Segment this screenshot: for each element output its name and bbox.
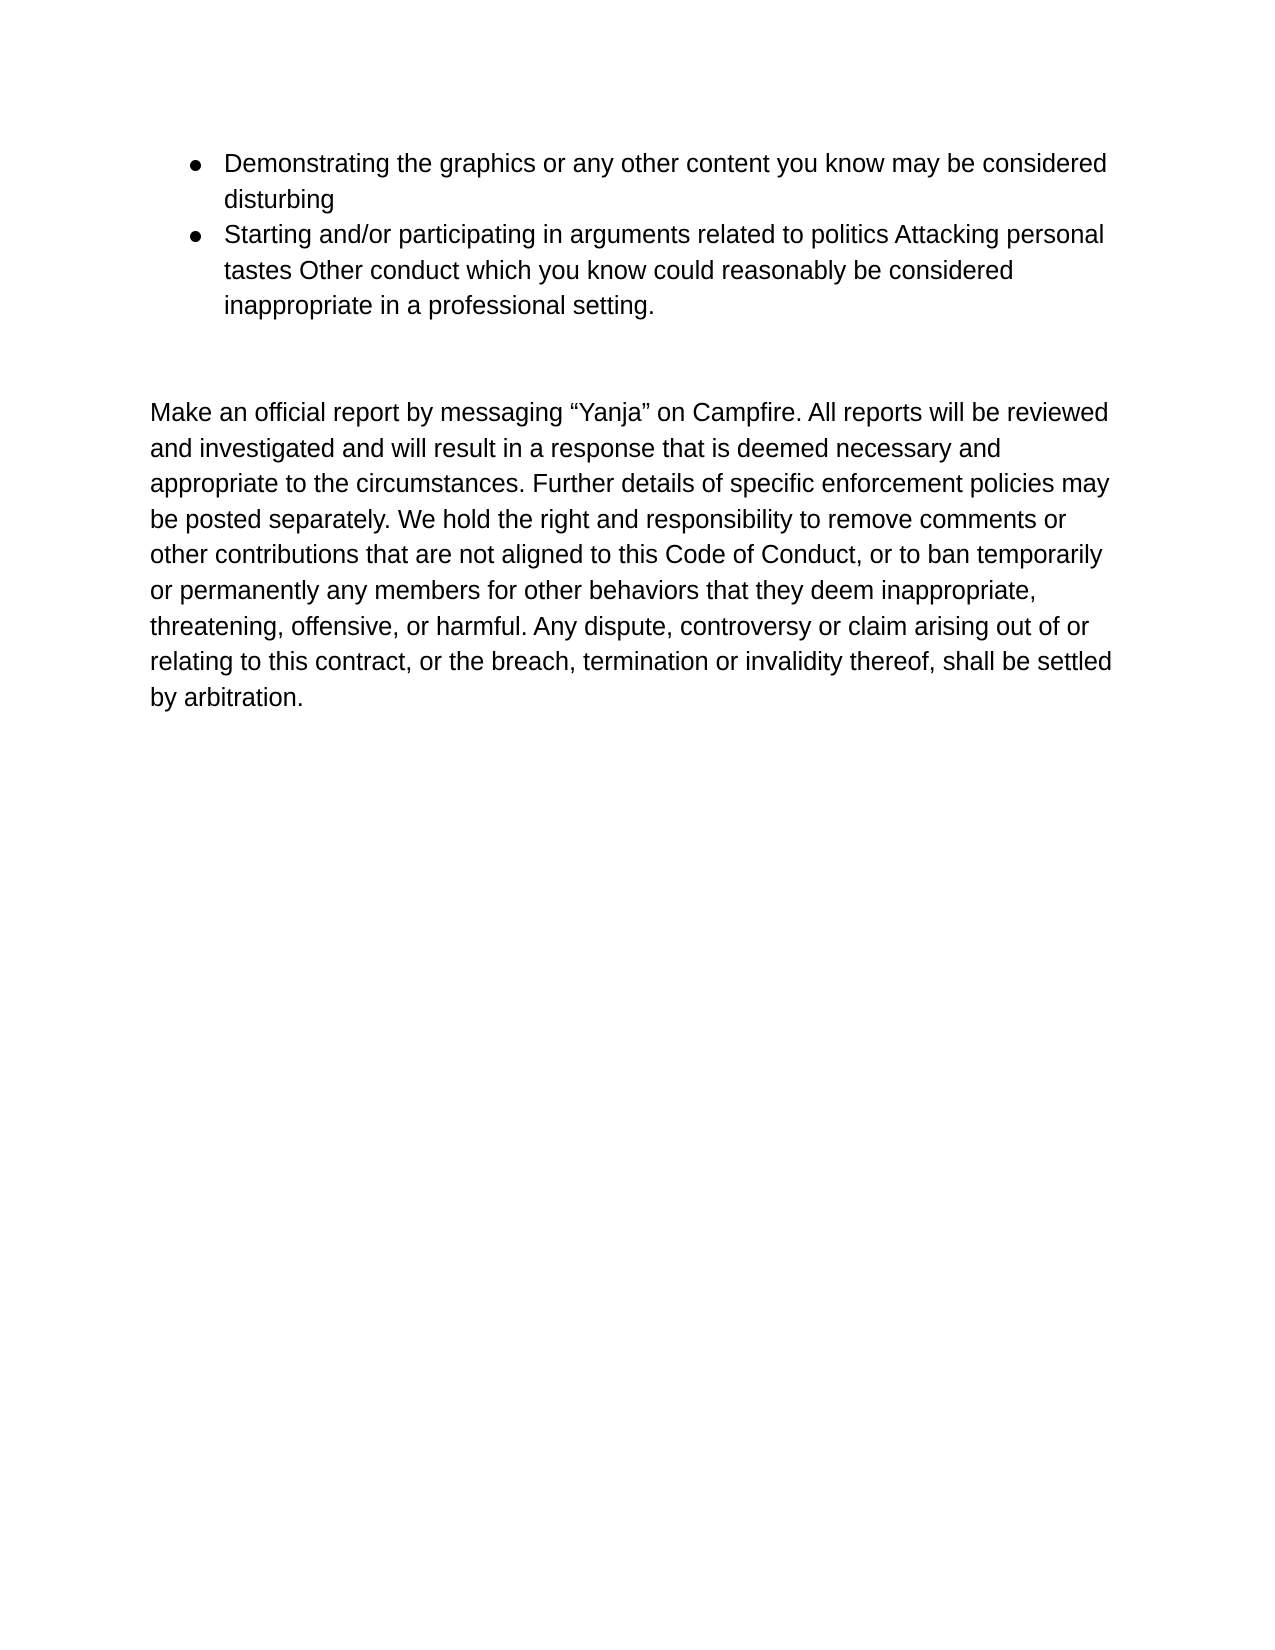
list-item [150, 147, 1110, 218]
bullet-text: Starting and/or participating in arguments related to politics Attacking personal tastes Other conduct which you know could reasonably be considered inappropriate in a professional setting. [224, 221, 1105, 321]
bullet-text: Demonstrating the graphics or any other content you know may be considered disturbing [224, 150, 1108, 214]
bullet-icon [190, 231, 201, 242]
report-paragraph: Make an official report by messaging “Yanja” on Campfire. All reports will be reviewed and investigated and will result in a response that is deemed necessary and appropriate to the circumstances. Further details of specific enforcement policies may be posted separately. We hold the right and responsibility to remove comments or other contributions that are not aligned to this Code of Conduct, or to ban temporarily or permanently any members for other behaviors that they deem inappropriate, threatening, offensive, or harmful. Any dispute, controversy or claim arising out of or relating to this contract, or the breach, termination or invalidity thereof, shall be settled by arbitration. [150, 399, 1113, 712]
conduct-bullet-list [150, 147, 1110, 325]
bullet-icon [190, 160, 201, 171]
list-item [150, 218, 1110, 325]
